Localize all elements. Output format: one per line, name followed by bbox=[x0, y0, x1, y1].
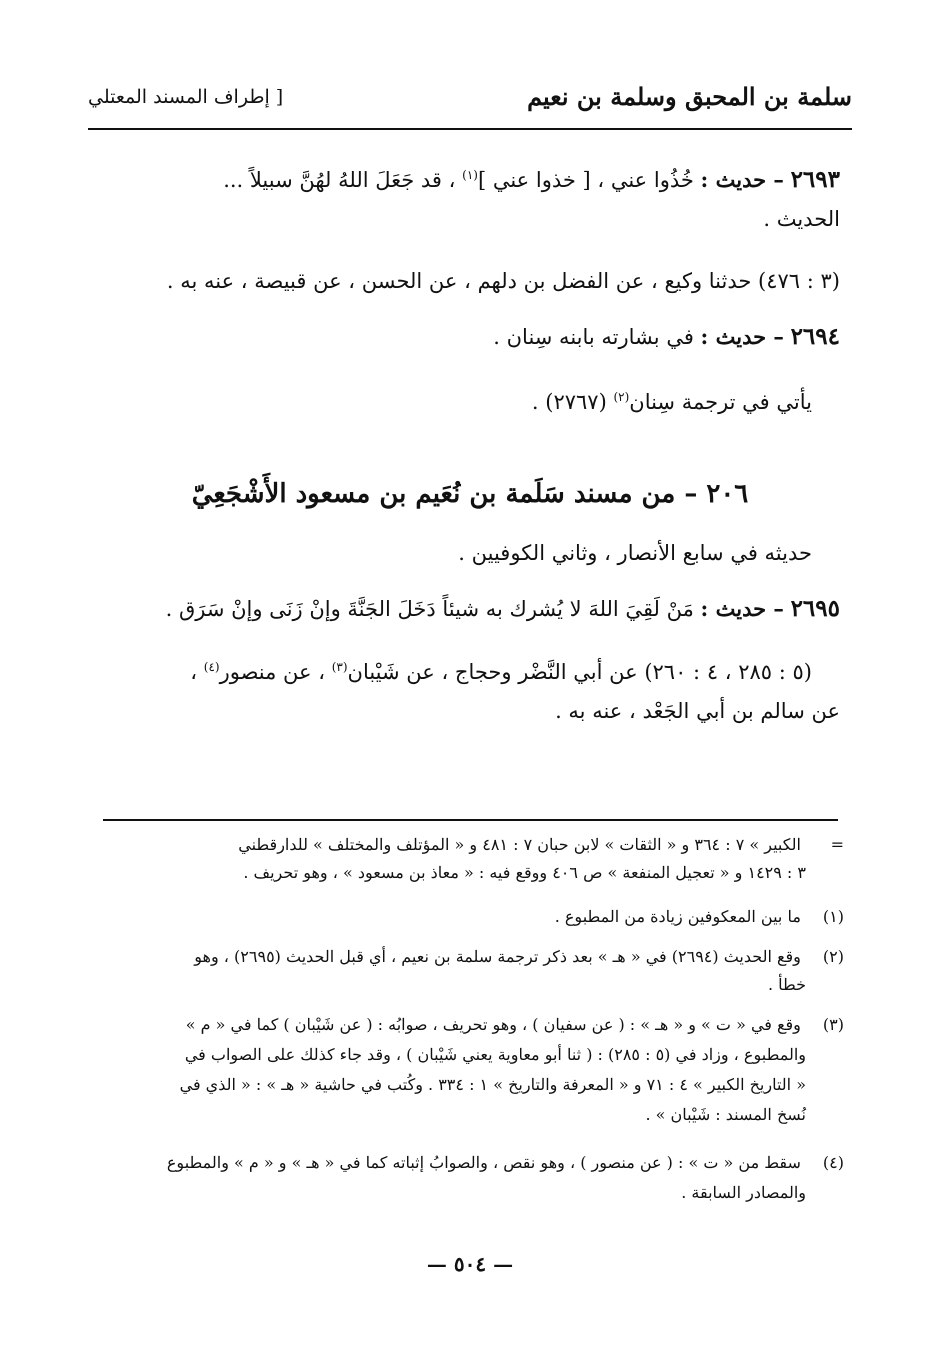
section-intro: حديثه في سابع الأنصار ، وثاني الكوفيين . bbox=[458, 541, 812, 565]
hadith-2693 bbox=[100, 160, 840, 195]
footnote-divider bbox=[103, 819, 838, 821]
footnote-mark: (٤) bbox=[822, 1153, 844, 1172]
hadith-keyword: – حديث : bbox=[700, 324, 784, 349]
footnote-text: وقع الحديث (٢٦٩٤) في « هـ » بعد ذكر ترجمة سلمة بن نعيم ، أي قبل الحديث (٢٦٩٥) ، وهو bbox=[194, 947, 801, 966]
footnote-text: سقط من « ت » : ( عن منصور ) ، وهو نقص ، والصوابُ إثباته كما في « هـ » و « م » والمطبوع bbox=[166, 1153, 801, 1172]
header-divider bbox=[88, 128, 852, 130]
footnote-mark: (٢) bbox=[822, 947, 844, 966]
header-title: سلمة بن المحبق وسلمة بن نعيم bbox=[527, 82, 852, 111]
hadith-keyword: – حديث : bbox=[700, 596, 784, 621]
footnote-text: خطأ . bbox=[767, 975, 806, 994]
hadith-text: في بشارته بابنه سِنان . bbox=[493, 325, 701, 349]
running-header bbox=[88, 82, 852, 126]
footnote-text: ٣ : ١٤٢٩ و « تعجيل المنفعة » ص ٤٠٦ ووقع فيه : « معاذ بن مسعود » ، وهو تحريف . bbox=[243, 863, 806, 882]
footnote-text: الكبير » ٧ : ٣٦٤ و « الثقات » لابن حبان ٧ : ٤٨١ و « المؤتلف والمختلف » للدارقطني bbox=[238, 835, 801, 854]
footnote-ref: (١) bbox=[462, 168, 478, 182]
hadith-2695 bbox=[100, 594, 840, 624]
hadith-2695-isnad-cont: عن سالم بن أبي الجَعْد ، عنه به . bbox=[555, 699, 840, 723]
footnote-ref: (٢) bbox=[613, 390, 630, 404]
footnote-3 bbox=[96, 1012, 844, 1038]
footnote-text: « التاريخ الكبير » ٤ : ٧١ و « المعرفة والتاريخ » ١ : ٣٣٤ . وكُتب في حاشية « هـ » : « الذي في bbox=[179, 1075, 806, 1094]
footnote-text: والمصادر السابقة . bbox=[681, 1183, 806, 1202]
footnote-mark: (٣) bbox=[822, 1015, 844, 1034]
hadith-text: خُذُوا عني ، [ خذوا عني ] bbox=[477, 168, 701, 192]
footnote-mark: (١) bbox=[822, 907, 844, 926]
footnote-mark: = bbox=[830, 835, 844, 854]
footnote-2 bbox=[96, 944, 844, 970]
hadith-number: ٢٦٩٥ bbox=[790, 595, 840, 622]
hadith-2695-isnad bbox=[100, 652, 812, 687]
hadith-2694 bbox=[100, 322, 840, 352]
hadith-text: مَنْ لَقِيَ اللهَ لا يُشرك به شيئاً دَخَلَ الجَنَّةَ وإنْ زَنَى وإنْ سَرَق . bbox=[165, 597, 701, 621]
header-book-title: [ إطراف المسند المعتلي bbox=[88, 86, 284, 108]
footnote-ref: (٣) bbox=[331, 660, 348, 674]
footnote-text: والمطبوع ، وزاد في (٥ : ٢٨٥) : ( ثنا أبو معاوية يعني شَيْبان ) ، وقد جاء كذلك على الصواب في bbox=[184, 1045, 806, 1064]
footnote-text: ما بين المعكوفين زيادة من المطبوع . bbox=[554, 907, 801, 926]
hadith-2694-note bbox=[100, 382, 812, 417]
section-title: ٢٠٦ – من مسند سَلَمة بن نُعَيم بن مسعود الأَشْجَعِيّ bbox=[191, 479, 749, 509]
isnad-text: (٥ : ٢٨٥ ، ٤ : ٢٦٠) عن أبي النَّضْر وحجاج ، عن شَيْبان bbox=[347, 660, 812, 684]
hadith-text-cont: ، قد جَعَلَ اللهُ لهُنَّ سبيلاً ... bbox=[223, 168, 456, 192]
page-number: — ٥٠٤ — bbox=[426, 1252, 514, 1276]
hadith-2693-isnad: (٣ : ٤٧٦) حدثنا وكيع ، عن الفضل بن دلهم ، عن الحسن ، عن قبيصة ، عنه به . bbox=[166, 269, 840, 293]
footnote-text: وقع في « ت » و « هـ » : ( عن سفيان ) ، وهو تحريف ، صوابُه : ( عن شَيْبان ) كما في « م » bbox=[185, 1015, 801, 1034]
footnote-text: نُسخ المسند : شَيْبان » . bbox=[645, 1105, 806, 1124]
hadith-2693-cont: الحديث . bbox=[763, 207, 840, 231]
isnad-text: ، bbox=[190, 660, 204, 684]
footnote-4 bbox=[96, 1150, 844, 1176]
isnad-text: ، عن منصور bbox=[219, 660, 332, 684]
note-text: يأتي في ترجمة سِنان bbox=[629, 390, 812, 414]
footnote-continuation bbox=[96, 832, 844, 858]
hadith-number: ٢٦٩٣ bbox=[790, 166, 840, 193]
hadith-keyword: – حديث : bbox=[700, 167, 784, 192]
hadith-number: ٢٦٩٤ bbox=[790, 323, 840, 350]
footnote-ref: (٤) bbox=[203, 660, 220, 674]
footnote-1 bbox=[96, 904, 844, 930]
note-ref-number: (٢٧٦٧) . bbox=[531, 390, 614, 414]
